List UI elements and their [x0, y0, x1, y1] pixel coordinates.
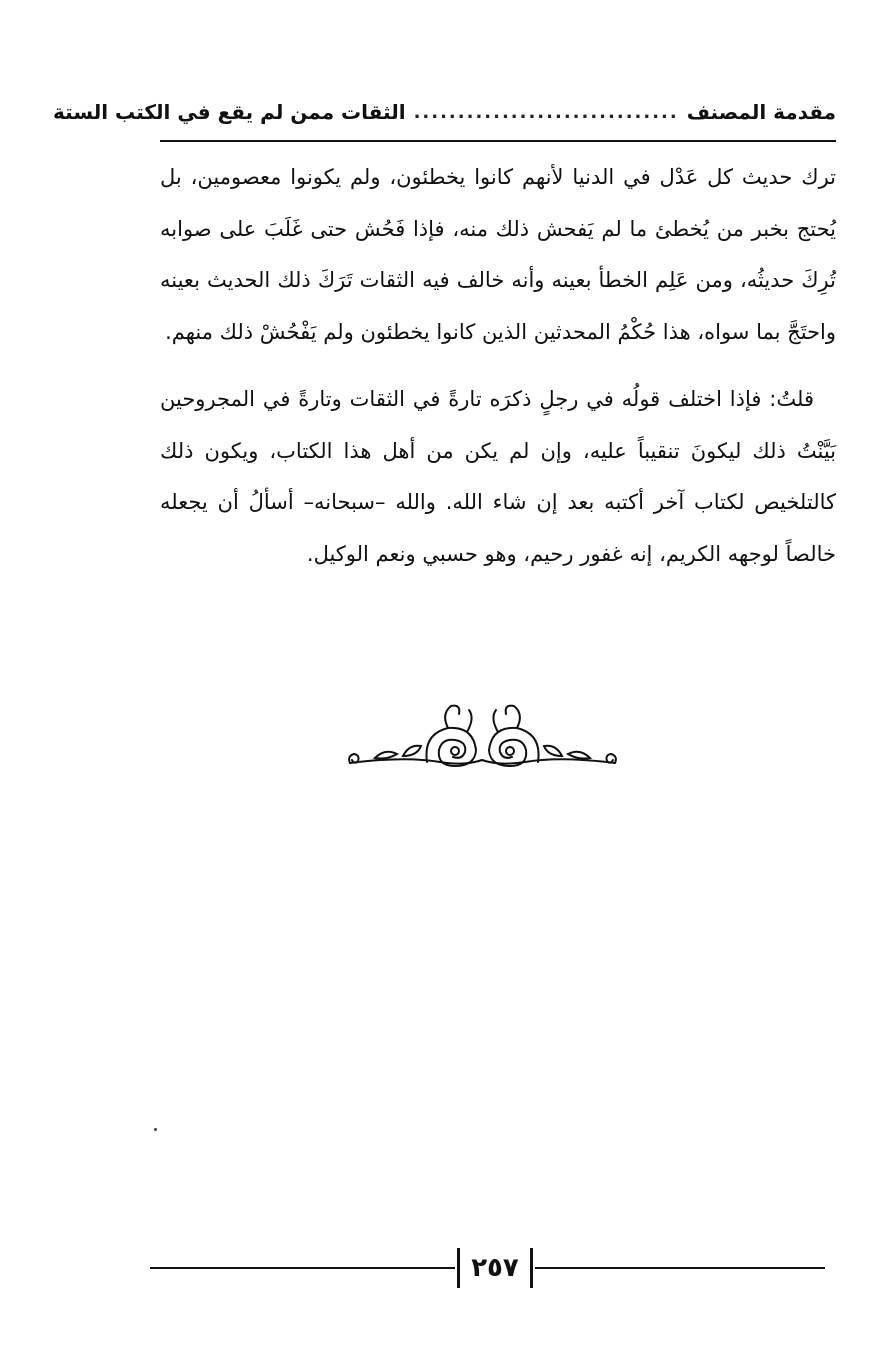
paragraph-1: ترك حديث كل عَدْل في الدنيا لأنهم كانوا يخطئون، ولم يكونوا معصومين، بل يُحتج بخبر من يُخطئ ما لم يَفحش ذلك منه، فإذا فَحُش حتى غَلَبَ على صوابه تُرِكَ حديثُه، ومن عَلِم الخطأ بعينه وأنه خالف فيه الثقات تَرَكَ ذلك الحديث بعينه واحتَجَّ بما سواه، هذا حُكْمُ المحدثين الذين كانوا يخطئون ولم يَفْحُشْ ذلك منهم. [160, 165, 836, 344]
header-rule [160, 140, 836, 142]
footer-rule-left [150, 1267, 455, 1269]
leader-dots: .............................. [413, 101, 679, 123]
paragraph-2: قلتُ: فإذا اختلف قولُه في رجلٍ ذكرَه تارةً في الثقات وتارةً في المجروحين بَيَّنْتُ ذلك ليكونَ تنقيباً عليه، وإن لم يكن من أهل هذا الكتاب، ويكون ذلك كالتلخيص لكتاب آخر أكتبه بعد إن شاء الله. والله –سبحانه– أسألُ أن يجعله خالصاً لوجهه الكريم، إنه غفور رحيم، وهو حسبي ونعم الوكيل. [160, 387, 836, 566]
footer-rule-right [535, 1267, 825, 1269]
book-title: الثقات ممن لم يقع في الكتب الستة [53, 100, 406, 124]
main-text [160, 152, 836, 596]
stray-mark [154, 1128, 157, 1131]
floral-scroll-ornament-icon [345, 700, 620, 775]
section-title: مقدمة المصنف [686, 100, 836, 124]
page-number: ٢٥٧ [457, 1248, 533, 1288]
running-header [53, 92, 836, 132]
